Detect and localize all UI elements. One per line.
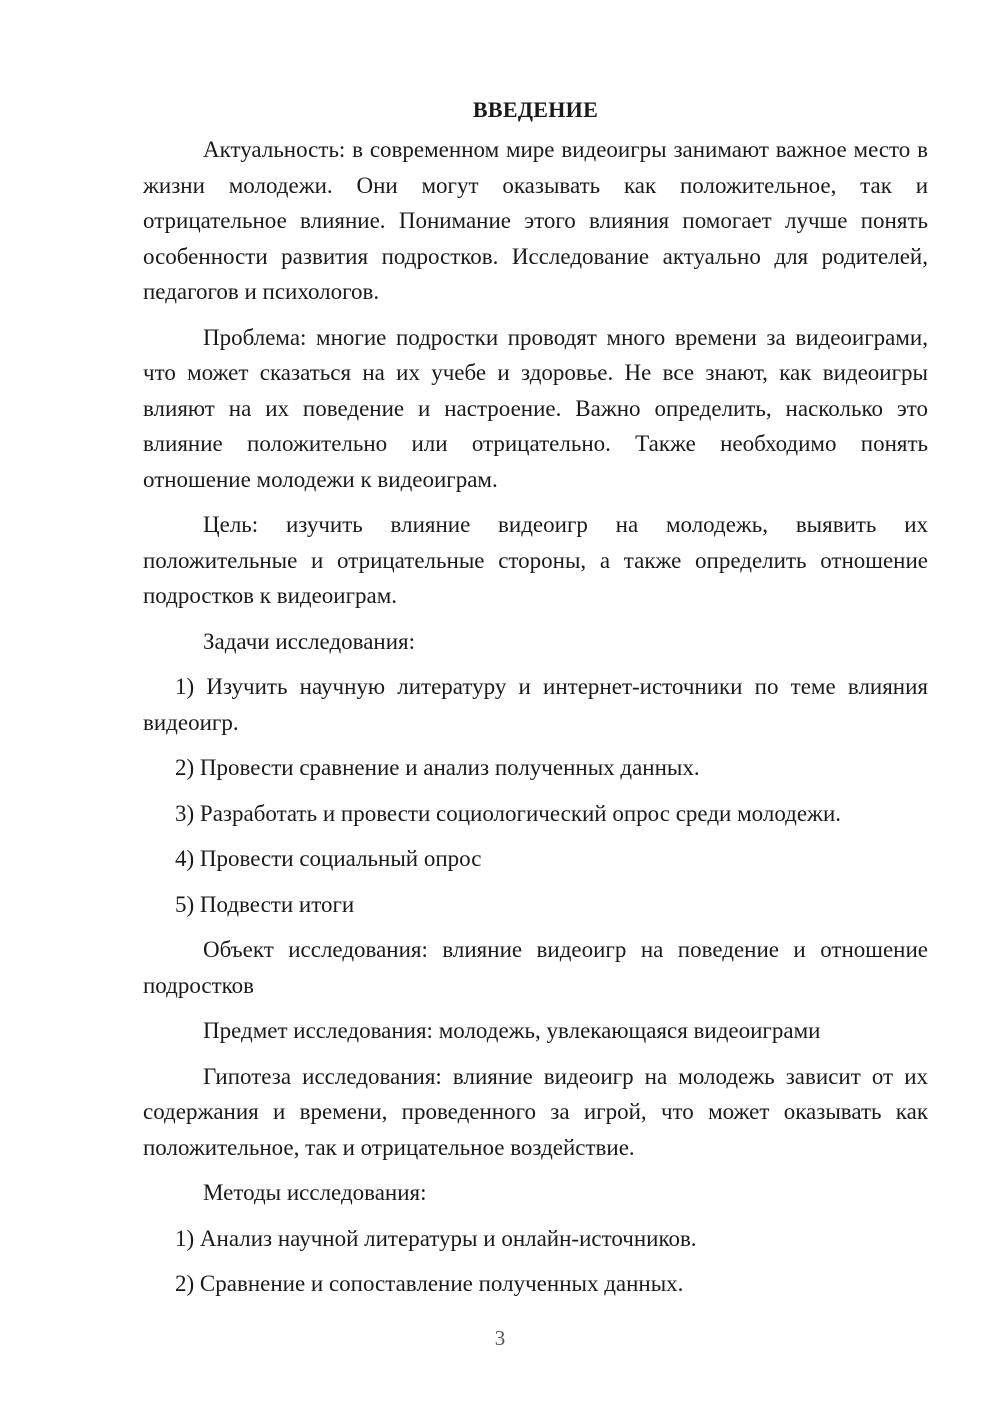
method-item-2: 2) Сравнение и сопоставление полученных данных. xyxy=(175,1271,684,1296)
task-item-5: 5) Подвести итоги xyxy=(175,891,355,917)
goal-paragraph: Цель: изучить влияние видеоигр на молодежь, выявить их положительные и отрицательные стороны, а также определить отношение подростков к видеоиграм. xyxy=(143,512,928,608)
document-page xyxy=(143,92,928,1312)
page-number: 3 xyxy=(494,1326,506,1350)
task-item-4: 4) Провести социальный опрос xyxy=(175,846,482,871)
methods-title: Методы исследования: xyxy=(203,1180,427,1205)
method-item-1: 1) Анализ научной литературы и онлайн-источников. xyxy=(175,1225,697,1251)
task-item-1: 1) Изучить научную литературу и интернет-источники по теме влияния видеоигр. xyxy=(143,674,928,735)
tasks-title: Задачи исследования: xyxy=(203,628,416,654)
task-item-3: 3) Разработать и провести социологический опрос среди молодежи. xyxy=(175,800,842,826)
object-paragraph: Объект исследования: влияние видеоигр на поведение и отношение подростков xyxy=(143,937,928,998)
problem-paragraph: Проблема: многие подростки проводят много времени за видеоиграми, что может сказаться на их учебе и здоровье. Не все знают, как видеоигры влияют на их поведение и настроение. Важно определить, насколько это влияние положительно или отрицательно. Также необходимо понять отношение молодежи к видеоиграм. xyxy=(143,324,928,492)
task-item-2: 2) Провести сравнение и анализ полученных данных. xyxy=(175,755,700,780)
relevance-paragraph: Актуальность: в современном мире видеоигры занимают важное место в жизни молодежи. Они могут оказывать как положительное, так и отрицательное влияние. Понимание этого влияния помогает лучше понять особенности развития подростков. Исследование актуально для родителей, педагогов и психологов. xyxy=(143,137,928,304)
subject-paragraph: Предмет исследования: молодежь, увлекающаяся видеоиграми xyxy=(203,1018,821,1043)
hypothesis-paragraph: Гипотеза исследования: влияние видеоигр на молодежь зависит от их содержания и времени, проведенного за игрой, что может оказывать как положительное, так и отрицательное воздействие. xyxy=(143,1063,928,1160)
page-heading: ВВЕДЕНИЕ xyxy=(472,97,599,122)
